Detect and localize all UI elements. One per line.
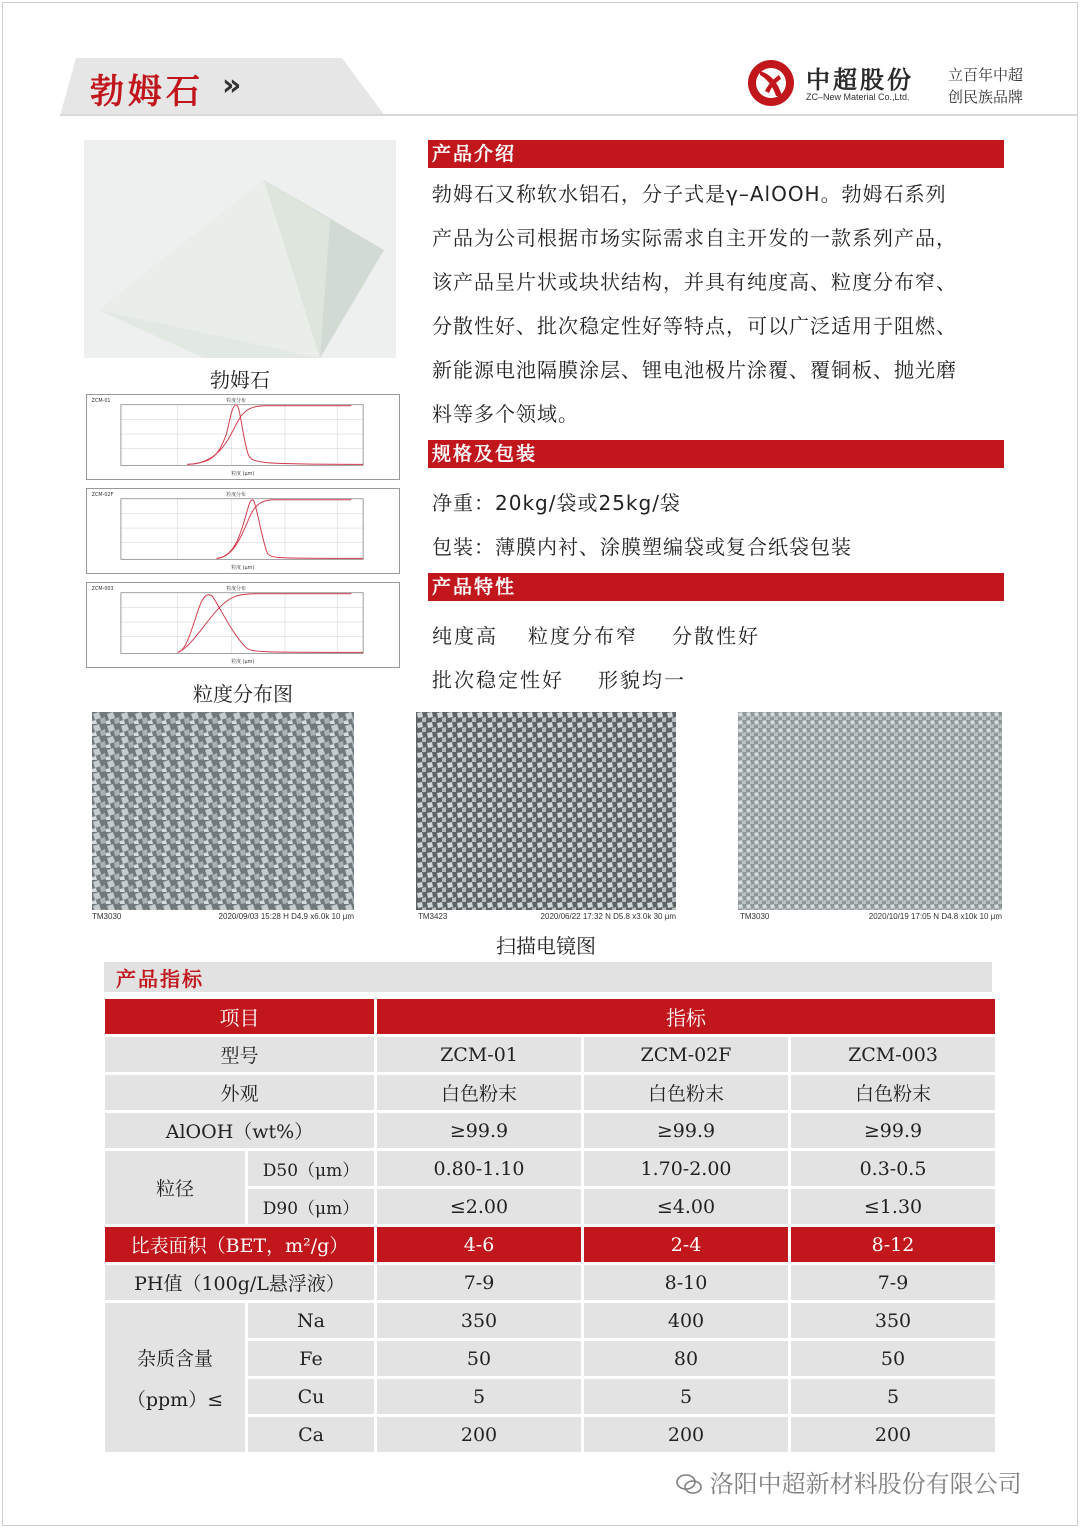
boehmite-product-photo — [84, 140, 396, 358]
row-label: AlOOH（wt%） — [105, 1113, 374, 1148]
svg-text:粒度分布: 粒度分布 — [226, 397, 246, 404]
page-title: 勃姆石 — [90, 72, 204, 112]
sem-info-1: TM3030 2020/09/03 15:28 H D4.9 x6.0k 10 μm — [92, 912, 354, 921]
row-label: PH值（100g/L悬浮液） — [105, 1265, 374, 1300]
photo-caption: 勃姆石 — [210, 368, 270, 392]
svg-text:粒度分布: 粒度分布 — [226, 491, 246, 498]
row-label: 粒径 — [105, 1151, 245, 1224]
sem-info-3: TM3030 2020/10/19 17:05 N D4.8 x10k 10 μm — [740, 912, 1002, 921]
table-cell: 200 — [377, 1417, 581, 1452]
row-label: 型号 — [105, 1037, 374, 1072]
table-cell: 200 — [584, 1417, 788, 1452]
psd-chart-zcm-01 — [86, 394, 400, 480]
sem-image-3 — [738, 712, 1002, 910]
row-sublabel: Na — [248, 1303, 374, 1338]
col-item-header: 项目 — [105, 999, 374, 1034]
table-cell: ≥99.9 — [377, 1113, 581, 1148]
table-cell: ZCM-02F — [584, 1037, 788, 1072]
table-row — [105, 1265, 995, 1300]
feature-item: 批次稳定性好 — [432, 668, 564, 692]
table-cell: ≤2.00 — [377, 1189, 581, 1224]
table-row — [105, 1075, 995, 1110]
table-cell: 2-4 — [584, 1227, 788, 1262]
table-row — [105, 1113, 995, 1148]
table-cell: 7-9 — [377, 1265, 581, 1300]
table-cell: 350 — [791, 1303, 995, 1338]
svg-text:ZCM-003: ZCM-003 — [91, 585, 114, 592]
table-cell: 8-10 — [584, 1265, 788, 1300]
table-row — [105, 1227, 995, 1262]
table-cell: 80 — [584, 1341, 788, 1376]
table-cell: 50 — [377, 1341, 581, 1376]
psd-chart-zcm-02f — [86, 488, 400, 574]
sem-caption: 扫描电镜图 — [496, 934, 596, 958]
table-cell: 50 — [791, 1341, 995, 1376]
sem-image-2 — [416, 712, 676, 910]
table-cell: ≤4.00 — [584, 1189, 788, 1224]
wechat-watermark: 洛阳中超新材料股份有限公司 — [676, 1464, 1022, 1499]
slogan — [948, 64, 1023, 108]
table-row — [105, 1037, 995, 1072]
company-logo-icon — [746, 58, 796, 108]
svg-text:ZCM-02F: ZCM-02F — [91, 491, 114, 498]
table-cell: 350 — [377, 1303, 581, 1338]
wechat-icon — [676, 1473, 702, 1495]
feature-item: 分散性好 — [672, 624, 760, 648]
svg-text:粒度分布: 粒度分布 — [226, 585, 246, 592]
header-divider — [60, 114, 1078, 116]
svg-text:粒度 (μm): 粒度 (μm) — [231, 565, 255, 572]
row-sublabel: D50（μm） — [248, 1151, 374, 1186]
table-cell: 白色粉末 — [584, 1075, 788, 1110]
sem-info-2: TM3423 2020/06/22 17:32 N D5.8 x3.0k 30 μm — [418, 912, 676, 921]
row-label: 比表面积（BET，m²/g） — [105, 1227, 374, 1262]
row-label: 外观 — [105, 1075, 374, 1110]
feature-item: 形貌均一 — [598, 668, 686, 692]
table-cell: 200 — [791, 1417, 995, 1452]
table-cell: ZCM-01 — [377, 1037, 581, 1072]
table-cell: ≤1.30 — [791, 1189, 995, 1224]
table-cell: 0.80-1.10 — [377, 1151, 581, 1186]
section-heading-packaging: 规格及包装 — [428, 440, 1004, 468]
spec-heading-bar — [104, 962, 992, 992]
chart-caption: 粒度分布图 — [193, 682, 293, 706]
table-cell: 5 — [584, 1379, 788, 1414]
table-cell: 4-6 — [377, 1227, 581, 1262]
row-sublabel: Cu — [248, 1379, 374, 1414]
spec-table — [102, 996, 998, 1455]
svg-text:ZCM-01: ZCM-01 — [91, 397, 111, 404]
svg-text:粒度 (μm): 粒度 (μm) — [231, 659, 255, 666]
spec-heading: 产品指标 — [116, 967, 204, 991]
intro-line-4: 分散性好、批次稳定性好等特点，可以广泛适用于阻燃、 — [432, 314, 957, 338]
table-cell: ZCM-003 — [791, 1037, 995, 1072]
table-cell: ≥99.9 — [584, 1113, 788, 1148]
table-cell: 5 — [791, 1379, 995, 1414]
table-cell: 1.70-2.00 — [584, 1151, 788, 1186]
table-row — [105, 1303, 995, 1338]
intro-line-3: 该产品呈片状或块状结构，并具有纯度高、粒度分布窄、 — [432, 270, 957, 294]
psd-chart-zcm-003 — [86, 582, 400, 668]
feature-item: 纯度高 — [432, 624, 498, 648]
table-cell: 8-12 — [791, 1227, 995, 1262]
intro-line-5: 新能源电池隔膜涂层、锂电池极片涂覆、覆铜板、抛光磨 — [432, 358, 957, 382]
section-heading-intro: 产品介绍 — [428, 140, 1004, 168]
table-cell: 0.3-0.5 — [791, 1151, 995, 1186]
intro-line-1: 勃姆石又称软水铝石，分子式是γ–AlOOH。勃姆石系列 — [432, 182, 947, 206]
row-sublabel: Ca — [248, 1417, 374, 1452]
section-heading-features: 产品特性 — [428, 573, 1004, 601]
intro-line-6: 料等多个领域。 — [432, 402, 579, 426]
svg-text:粒度 (μm): 粒度 (μm) — [231, 471, 255, 478]
slogan-line-1: 立百年中超 — [948, 66, 1024, 84]
table-cell: 白色粉末 — [791, 1075, 995, 1110]
row-label-impurities: 杂质含量 （ppm）≤ — [105, 1303, 245, 1452]
company-name-en: ZC–New Material Co.,Ltd. — [806, 92, 910, 102]
slogan-line-2: 创民族品牌 — [948, 88, 1024, 106]
col-index-header: 指标 — [377, 999, 995, 1034]
table-cell: 400 — [584, 1303, 788, 1338]
table-cell: 5 — [377, 1379, 581, 1414]
sem-image-1 — [92, 712, 354, 910]
table-row — [105, 999, 995, 1034]
net-weight: 净重：20kg/袋或25kg/袋 — [432, 491, 681, 515]
company-name-cn: 中超股份 — [806, 66, 914, 94]
row-sublabel: D90（μm） — [248, 1189, 374, 1224]
package-type: 包装：薄膜内衬、涂膜塑编袋或复合纸袋包装 — [432, 535, 852, 559]
feature-item: 粒度分布窄 — [528, 624, 638, 648]
table-cell: 白色粉末 — [377, 1075, 581, 1110]
intro-line-2: 产品为公司根据市场实际需求自主开发的一款系列产品， — [432, 226, 957, 250]
table-cell: ≥99.9 — [791, 1113, 995, 1148]
double-chevron-icon: » — [222, 68, 238, 103]
table-cell: 7-9 — [791, 1265, 995, 1300]
row-sublabel: Fe — [248, 1341, 374, 1376]
table-row — [105, 1151, 995, 1186]
